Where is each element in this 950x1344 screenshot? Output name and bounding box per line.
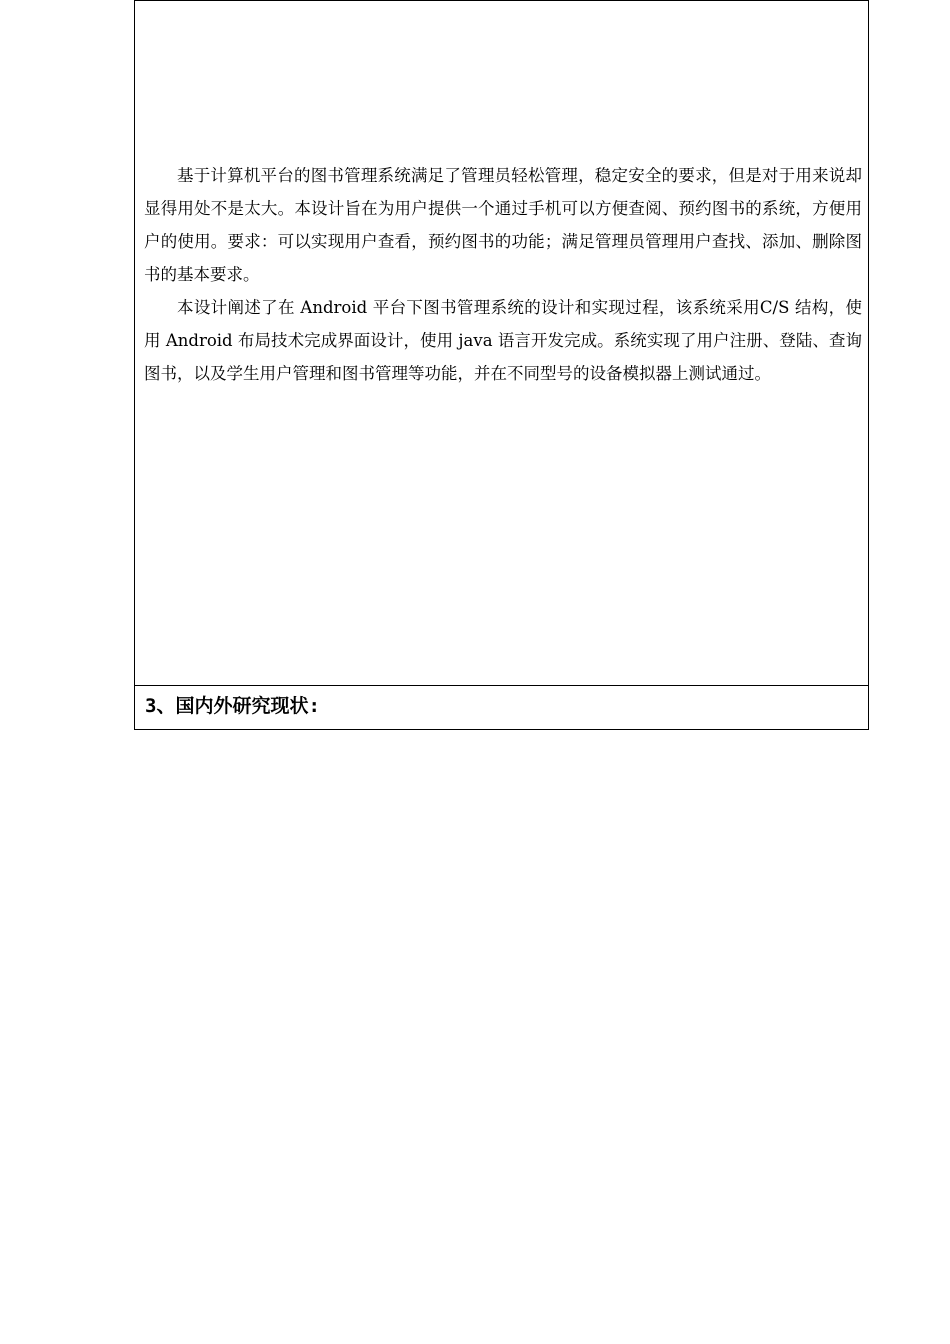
content-cell xyxy=(135,1,868,686)
form-table xyxy=(134,0,869,730)
body-text xyxy=(144,159,862,390)
section-heading: 3、国内外研究现状: xyxy=(145,695,320,717)
paragraph-1: 基于计算机平台的图书管理系统满足了管理员轻松管理，稳定安全的要求，但是对于用来说却显得用处不是太大。本设计旨在为用户提供一个通过手机可以方便查阅、预约图书的系统，方便用户的使用。要求：可以实现用户查看，预约图书的功能；满足管理员管理用户查找、添加、删除图书的基本要求。 xyxy=(144,166,862,284)
paragraph-2: 本设计阐述了在 Android 平台下图书管理系统的设计和实现过程，该系统采用C/S 结构，使用 Android 布局技术完成界面设计，使用 java 语言开发完成。系统实现了用户注册、登陆、查询图书，以及学生用户管理和图书管理等功能，并在不同型号的设备模拟器上测试通过。 xyxy=(144,298,862,383)
heading-cell xyxy=(135,686,868,729)
